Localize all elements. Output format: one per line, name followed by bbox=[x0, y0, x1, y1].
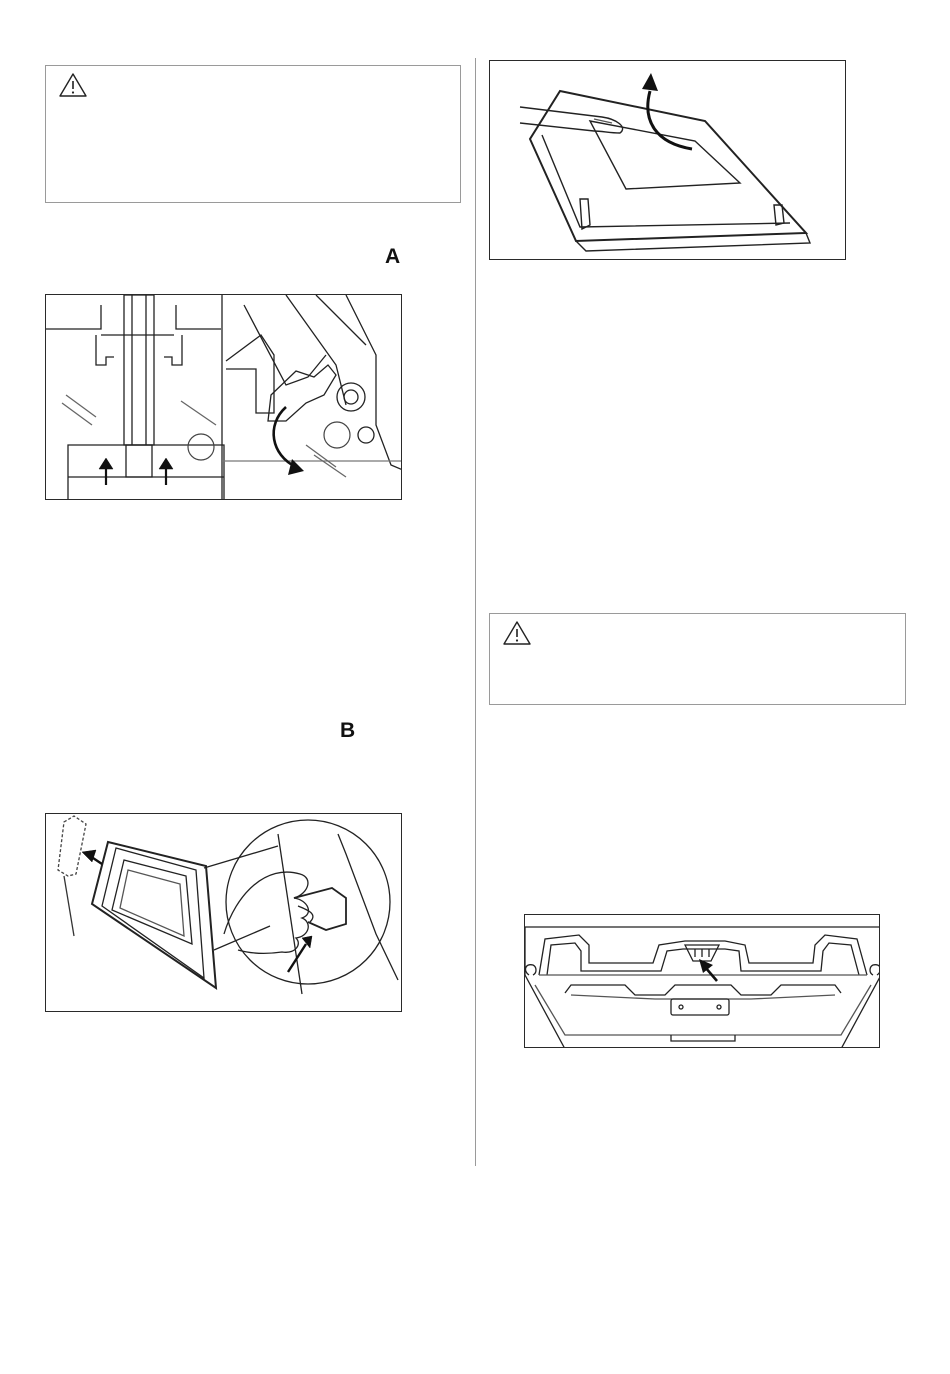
figure-label-a: A bbox=[385, 245, 401, 268]
warning-triangle-icon bbox=[502, 620, 532, 646]
door-lifting-illustration bbox=[490, 61, 846, 260]
marker-1 bbox=[188, 434, 214, 460]
warning-box-right bbox=[489, 613, 906, 705]
door-hinge-lever-figure bbox=[45, 294, 402, 500]
door-glass-illustration bbox=[46, 814, 402, 1012]
figure-label-b: B bbox=[340, 719, 356, 742]
door-glass-panel-removal-figure bbox=[45, 813, 402, 1012]
oven-heating-element-figure bbox=[524, 914, 880, 1048]
hinge-illustration bbox=[46, 295, 402, 500]
warning-triangle-icon bbox=[58, 72, 88, 98]
marker-2 bbox=[324, 422, 350, 448]
heating-element-illustration bbox=[525, 915, 880, 1048]
column-divider bbox=[475, 58, 476, 1166]
door-lifting-figure bbox=[489, 60, 846, 260]
warning-box-left bbox=[45, 65, 461, 203]
